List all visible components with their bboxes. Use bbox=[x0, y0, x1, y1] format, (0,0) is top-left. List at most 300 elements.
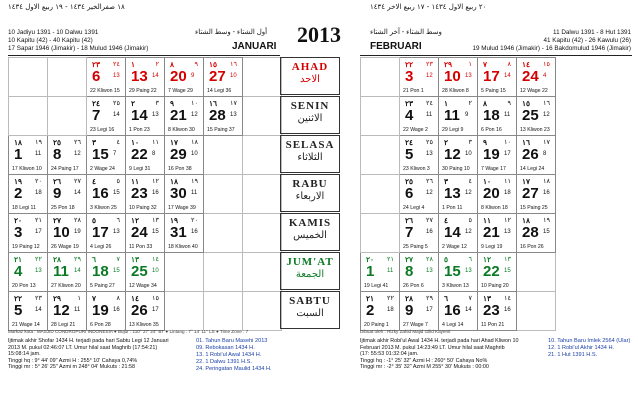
hijri-date: ٢٧ bbox=[405, 255, 414, 264]
hijri-date-alt: ١١ bbox=[152, 139, 159, 146]
hijri-date: ٧ bbox=[92, 294, 97, 303]
gregorian-day-number: 22 bbox=[483, 263, 500, 280]
gregorian-day-number: 9 bbox=[53, 185, 62, 202]
hijri-date: ١٠ bbox=[483, 177, 492, 186]
hijri-date-alt: ٢٨ bbox=[426, 256, 433, 263]
empty-cell bbox=[361, 136, 400, 175]
weekday-arabic: الاثنين bbox=[297, 113, 323, 124]
javanese-date: 8 bbox=[152, 151, 156, 157]
empty-cell bbox=[361, 97, 400, 136]
hijri-date: ١٠ bbox=[131, 138, 140, 147]
feb-day-cell bbox=[400, 175, 439, 214]
pasaran-label: 20 Pon 13 bbox=[12, 283, 36, 289]
feb-day-cell bbox=[400, 97, 439, 136]
gregorian-day-number: 20 bbox=[483, 185, 500, 202]
feb-day-cell bbox=[400, 292, 439, 331]
pasaran-label: 5 Paing 27 bbox=[90, 283, 115, 289]
pasaran-label: 4 Legi 14 bbox=[442, 322, 464, 328]
hijri-date: ١٨ bbox=[522, 216, 531, 225]
empty-cell bbox=[243, 136, 282, 175]
hijri-date-alt: ٩ bbox=[507, 100, 511, 107]
hijri-date: ٢٠ bbox=[14, 216, 23, 225]
hijri-date-alt: ٣ bbox=[468, 139, 472, 146]
gregorian-day-number: 2 bbox=[14, 185, 23, 202]
javanese-date: 13 bbox=[35, 268, 42, 274]
note-line: 12. 1 Robi'ul Akhir 1434 H. bbox=[548, 345, 615, 351]
jan-day-cell bbox=[165, 97, 204, 136]
empty-cell bbox=[243, 292, 282, 331]
gregorian-day-number: 7 bbox=[92, 107, 101, 124]
pasaran-label: 27 Wage 7 bbox=[403, 322, 428, 328]
hijri-date: ٢٣ bbox=[405, 99, 414, 108]
hijri-date-alt: ٢٠ bbox=[191, 217, 198, 224]
jan-day-cell bbox=[48, 214, 87, 253]
empty-cell bbox=[165, 253, 204, 292]
javanese-date: 18 bbox=[35, 190, 42, 196]
jan-ijtimak-info bbox=[8, 338, 193, 371]
gregorian-day-number: 22 bbox=[131, 146, 148, 163]
gregorian-day-number: 11 bbox=[53, 263, 69, 280]
pasaran-label: 19 Paing 12 bbox=[12, 244, 40, 250]
note-line: 24. Peringatan Maulid 1434 H. bbox=[196, 366, 272, 372]
hijri-date: ٩ bbox=[170, 99, 175, 108]
pasaran-label: 20 Paing 1 bbox=[364, 322, 389, 328]
hijri-date-alt: ٢٥ bbox=[113, 100, 120, 107]
february-calendar-grid bbox=[360, 57, 556, 331]
weekday-rabu bbox=[280, 174, 340, 212]
info-line: Tinggi hq : -1° 25' 32" Azmi H : 260° 50' Cahaya No% bbox=[360, 357, 488, 364]
javanese-date: 11 bbox=[387, 268, 394, 274]
gregorian-day-number: 21 bbox=[483, 224, 500, 241]
javanese-date: 17 bbox=[504, 151, 511, 157]
weekday-latin: JUM'AT bbox=[286, 256, 334, 268]
javanese-date: 13 bbox=[426, 151, 433, 157]
jan-day-cell bbox=[126, 58, 165, 97]
jan-location-strip: Markaz kota : MASJID CONDROPURI INDONESIA ● Bujur : 110° 27' 24'' BT ● Lintang : 7° 14' 11'' LS ● Time Zone : 7 bbox=[8, 329, 249, 334]
info-line: Februari 2013 M. pukul 14:23:49 LT. Umur hilal saat Maghrib bbox=[360, 344, 505, 351]
hijri-date-alt: ١٤ bbox=[504, 295, 511, 302]
hijri-date: ٢٢ bbox=[14, 294, 23, 303]
note-line: 01. Tahun Baru Masehi 2013 bbox=[196, 338, 268, 344]
javanese-date: 13 bbox=[426, 268, 433, 274]
pasaran-label: 1 Pon 23 bbox=[129, 127, 150, 133]
weekday-latin: SELASA bbox=[285, 139, 335, 151]
javanese-date: 12 bbox=[426, 73, 433, 79]
hijri-date: ١٣ bbox=[131, 255, 140, 264]
feb-day-cell bbox=[439, 136, 478, 175]
gregorian-day-number: 9 bbox=[405, 302, 414, 319]
hijri-date: ١٦ bbox=[522, 138, 531, 147]
empty-cell bbox=[204, 136, 243, 175]
hijri-date-alt: ١٧ bbox=[543, 139, 550, 146]
jan-week-row bbox=[9, 97, 282, 136]
feb-header-line-3: 19 Mulud 1946 (Jimakir) - 16 Bakdomulud 1946 (Jimakir) bbox=[472, 45, 631, 52]
jan-holiday-notes bbox=[196, 338, 282, 373]
javanese-date: 13 bbox=[113, 229, 120, 235]
javanese-date: 10 bbox=[152, 268, 159, 274]
hijri-date-alt: ٢ bbox=[468, 100, 472, 107]
pasaran-label: 12 Wage 22 bbox=[520, 88, 548, 94]
feb-day-cell bbox=[439, 292, 478, 331]
gregorian-day-number: 5 bbox=[14, 302, 23, 319]
javanese-date: 14 bbox=[152, 73, 159, 79]
jan-day-cell bbox=[48, 175, 87, 214]
feb-day-cell bbox=[517, 136, 556, 175]
weekday-jumat bbox=[280, 252, 340, 290]
javanese-date: 11 bbox=[504, 112, 511, 118]
jan-day-cell bbox=[9, 175, 48, 214]
feb-week-row bbox=[361, 97, 556, 136]
hijri-date-alt: ١٦ bbox=[543, 100, 550, 107]
pasaran-label: 25 Paing 5 bbox=[403, 244, 428, 250]
hijri-date-alt: ١٥ bbox=[152, 295, 159, 302]
hijri-date: ١٢ bbox=[483, 255, 492, 264]
jan-day-cell bbox=[126, 175, 165, 214]
weekday-latin: AHAD bbox=[291, 61, 329, 73]
empty-cell bbox=[517, 253, 556, 292]
weekday-selasa bbox=[280, 135, 340, 173]
pasaran-label: 29 Paing 22 bbox=[129, 88, 157, 94]
hijri-date-alt: ١٣ bbox=[152, 217, 159, 224]
feb-day-cell bbox=[517, 97, 556, 136]
hijri-date-alt: ٢٧ bbox=[426, 217, 433, 224]
hijri-date: ١١ bbox=[131, 177, 140, 186]
feb-day-cell bbox=[439, 97, 478, 136]
gregorian-day-number: 23 bbox=[131, 185, 148, 202]
hijri-date-alt: ١٤ bbox=[152, 256, 159, 263]
feb-week-row bbox=[361, 253, 556, 292]
gregorian-day-number: 8 bbox=[53, 146, 62, 163]
feb-day-cell bbox=[439, 175, 478, 214]
weekday-kamis bbox=[280, 213, 340, 251]
javanese-date: 13 bbox=[465, 73, 472, 79]
jan-day-cell bbox=[48, 253, 87, 292]
jan-day-cell bbox=[87, 58, 126, 97]
javanese-date: 12 bbox=[465, 229, 472, 235]
pasaran-label: 24 Paing 17 bbox=[51, 166, 79, 172]
jan-day-cell bbox=[48, 136, 87, 175]
pasaran-label: 13 Kliwon 35 bbox=[129, 322, 159, 328]
weekday-arabic: الجمعة bbox=[295, 269, 325, 280]
hijri-date: ٢٩ bbox=[53, 294, 62, 303]
jan-day-cell bbox=[87, 175, 126, 214]
javanese-date: 16 bbox=[152, 190, 159, 196]
gregorian-day-number: 19 bbox=[92, 302, 109, 319]
jan-day-cell bbox=[126, 292, 165, 331]
gregorian-day-number: 27 bbox=[522, 185, 539, 202]
gregorian-day-number: 2 bbox=[366, 302, 375, 319]
feb-week-row bbox=[361, 175, 556, 214]
info-line: (17: 55:53 01:32:04 jam. bbox=[360, 351, 419, 358]
feb-month-name: FEBRUARI bbox=[370, 41, 422, 52]
hijri-date-alt: ٢٣ bbox=[426, 61, 433, 68]
pasaran-label: 5 Paing 15 bbox=[481, 88, 506, 94]
javanese-date: 19 bbox=[74, 229, 81, 235]
gregorian-day-number: 12 bbox=[53, 302, 70, 319]
feb-day-cell bbox=[400, 253, 439, 292]
gregorian-day-number: 14 bbox=[131, 107, 148, 124]
feb-week-row bbox=[361, 136, 556, 175]
hijri-date-alt: ٢٠ bbox=[35, 178, 42, 185]
pasaran-label: 3 Kliwon 13 bbox=[442, 283, 469, 289]
javanese-date: 18 bbox=[387, 307, 394, 313]
pasaran-label: 8 Kliwon 30 bbox=[168, 127, 195, 133]
feb-day-cell bbox=[478, 292, 517, 331]
feb-header-line-1: 11 Dalwu 1391 - 8 Hut 1391 bbox=[553, 29, 631, 36]
gregorian-day-number: 6 bbox=[405, 185, 414, 202]
jan-divider bbox=[8, 55, 280, 56]
feb-day-cell bbox=[478, 97, 517, 136]
javanese-date: 12 bbox=[74, 151, 81, 157]
weekday-latin: SABTU bbox=[289, 295, 331, 307]
pasaran-label: 24 Legi 4 bbox=[403, 205, 425, 211]
feb-day-cell bbox=[400, 58, 439, 97]
jan-day-cell bbox=[204, 97, 243, 136]
hijri-date-alt: ١٢ bbox=[504, 217, 511, 224]
pasaran-label: 28 Legi 21 bbox=[51, 322, 76, 328]
gregorian-day-number: 18 bbox=[92, 263, 109, 280]
hijri-date-alt: ٢٦ bbox=[74, 139, 81, 146]
note-line: 21. 1 Hut 1391 H.S. bbox=[548, 352, 598, 358]
pasaran-label: 29 Legi 9 bbox=[442, 127, 464, 133]
hijri-date-alt: ١٩ bbox=[191, 178, 198, 185]
feb-day-cell bbox=[478, 58, 517, 97]
hijri-date: ٢٤ bbox=[405, 138, 414, 147]
hijri-date: ١ bbox=[131, 60, 136, 69]
gregorian-day-number: 23 bbox=[483, 302, 500, 319]
jan-day-cell bbox=[126, 214, 165, 253]
gregorian-day-number: 30 bbox=[170, 185, 187, 202]
jan-header-line-2: 10 Kapitu (42) - 40 Kapitu (42) bbox=[8, 37, 93, 44]
pasaran-label: 28 Kliwon 8 bbox=[442, 88, 469, 94]
jan-day-cell bbox=[9, 253, 48, 292]
jan-week-row bbox=[9, 136, 282, 175]
gregorian-day-number: 8 bbox=[405, 263, 414, 280]
hijri-date: ٢٨ bbox=[405, 294, 414, 303]
javanese-date: 16 bbox=[191, 229, 198, 235]
hijri-date: ٣ bbox=[444, 177, 449, 186]
javanese-date: 14 bbox=[74, 190, 81, 196]
empty-cell bbox=[517, 292, 556, 331]
feb-season-arabic: وسط الشتاء - آخر الشتاء bbox=[370, 29, 442, 36]
jan-day-cell bbox=[165, 175, 204, 214]
javanese-date: 10 bbox=[465, 151, 472, 157]
pasaran-label: 15 Paing 25 bbox=[520, 205, 548, 211]
hijri-date: ١٨ bbox=[14, 138, 23, 147]
note-line: 13. 1 Robi'ul Awal 1434 H. bbox=[196, 352, 262, 358]
javanese-date: 12 bbox=[465, 190, 472, 196]
javanese-date: 14 bbox=[113, 112, 120, 118]
hijri-date-alt: ٤ bbox=[468, 178, 472, 185]
empty-cell bbox=[243, 97, 282, 136]
jan-week-row bbox=[9, 58, 282, 97]
empty-cell bbox=[204, 175, 243, 214]
jan-day-cell bbox=[9, 136, 48, 175]
pasaran-label: 27 Kliwon 20 bbox=[51, 283, 81, 289]
hijri-date-alt: ٢٣ bbox=[35, 295, 42, 302]
hijri-date: ١٩ bbox=[14, 177, 23, 186]
feb-day-cell bbox=[400, 136, 439, 175]
javanese-date: 17 bbox=[35, 229, 42, 235]
jan-week-row bbox=[9, 175, 282, 214]
hijri-date: ١ bbox=[444, 99, 449, 108]
hijri-date-alt: ٦ bbox=[116, 217, 120, 224]
hijri-date-alt: ٣ bbox=[155, 100, 159, 107]
feb-day-cell bbox=[439, 253, 478, 292]
jan-day-cell bbox=[87, 253, 126, 292]
javanese-date: 12 bbox=[426, 190, 433, 196]
hijri-date-alt: ٢٦ bbox=[426, 178, 433, 185]
hijri-date-alt: ٢٥ bbox=[426, 139, 433, 146]
hijri-date: ١٢ bbox=[131, 216, 140, 225]
pasaran-label: 17 Wage 39 bbox=[168, 205, 196, 211]
hijri-date: ١٤ bbox=[131, 294, 140, 303]
hijri-date: ١٨ bbox=[170, 177, 179, 186]
hijri-date-alt: ١٢ bbox=[152, 178, 159, 185]
feb-day-cell bbox=[517, 175, 556, 214]
weekday-latin: KAMIS bbox=[288, 217, 332, 229]
gregorian-day-number: 24 bbox=[131, 224, 148, 241]
weekday-ahad bbox=[280, 57, 340, 95]
pasaran-label: 10 Paing 32 bbox=[129, 205, 157, 211]
empty-cell bbox=[361, 58, 400, 97]
hijri-date-alt: ٢١ bbox=[387, 256, 394, 263]
pasaran-label: 9 Legi 31 bbox=[129, 166, 151, 172]
feb-day-cell bbox=[517, 58, 556, 97]
feb-day-cell bbox=[478, 214, 517, 253]
jan-day-cell bbox=[87, 136, 126, 175]
pasaran-label: 21 Pon 1 bbox=[403, 88, 424, 94]
empty-cell bbox=[243, 58, 282, 97]
javanese-date: 17 bbox=[152, 307, 159, 313]
jan-header-line-1: 10 Jadiyu 1391 - 10 Dalwu 1391 bbox=[8, 29, 99, 36]
jan-day-cell bbox=[126, 253, 165, 292]
weekday-latin: SENIN bbox=[290, 100, 330, 112]
javanese-date: 11 bbox=[35, 151, 42, 157]
pasaran-label: 12 Wage 34 bbox=[129, 283, 157, 289]
empty-cell bbox=[204, 253, 243, 292]
javanese-date: 16 bbox=[504, 307, 511, 313]
hijri-date-alt: ٢١ bbox=[35, 217, 42, 224]
empty-cell bbox=[165, 292, 204, 331]
pasaran-label: 14 Legi 24 bbox=[520, 166, 545, 172]
pasaran-label: 17 Kliwon 10 bbox=[12, 166, 42, 172]
javanese-date: 7 bbox=[113, 151, 117, 157]
hijri-date: ٦ bbox=[444, 294, 449, 303]
gregorian-day-number: 16 bbox=[92, 185, 109, 202]
pasaran-label: 25 Pon 18 bbox=[51, 205, 75, 211]
hijri-date-alt: ١٧ bbox=[230, 100, 237, 107]
gregorian-day-number: 21 bbox=[170, 107, 187, 124]
gregorian-day-number: 17 bbox=[92, 224, 109, 241]
jan-day-cell bbox=[87, 214, 126, 253]
gregorian-day-number: 12 bbox=[444, 146, 461, 163]
hijri-date-alt: ٩ bbox=[194, 61, 198, 68]
pasaran-label: 19 Legi 41 bbox=[364, 283, 389, 289]
pasaran-label: 26 Wage 19 bbox=[51, 244, 79, 250]
jan-header-line-3: 17 Sapar 1946 (Jimakir) - 18 Mulud 1946 (Jimakir) bbox=[8, 45, 149, 52]
hijri-date-alt: ١١ bbox=[504, 178, 511, 185]
gregorian-day-number: 11 bbox=[444, 107, 460, 124]
pasaran-label: 18 Legi 11 bbox=[12, 205, 36, 211]
gregorian-day-number: 6 bbox=[92, 68, 101, 85]
pasaran-label: 22 Wage 2 bbox=[403, 127, 428, 133]
javanese-date: 15 bbox=[504, 268, 511, 274]
pasaran-label: 6 Pon 16 bbox=[481, 127, 502, 133]
note-line: 09. Rebokasan 1434 H. bbox=[196, 345, 255, 351]
javanese-date: 17 bbox=[426, 307, 433, 313]
pasaran-label: 9 Legi 19 bbox=[481, 244, 503, 250]
gregorian-day-number: 10 bbox=[53, 224, 70, 241]
hijri-date-alt: ٤ bbox=[116, 139, 120, 146]
pasaran-label: 23 Kliwon 3 bbox=[403, 166, 430, 172]
weekday-arabic: الثلاثاء bbox=[297, 152, 323, 163]
hijri-date-alt: ٥ bbox=[468, 217, 472, 224]
hijri-date: ٢ bbox=[444, 138, 449, 147]
feb-hijri-range: ٢٠ ربيع الاول ١٤٣٤ - ١٧ ربيع الاخر ١٤٣٤ bbox=[370, 3, 487, 11]
gregorian-day-number: 14 bbox=[444, 224, 461, 241]
javanese-date: 15 bbox=[152, 229, 159, 235]
feb-day-cell bbox=[478, 136, 517, 175]
feb-week-row bbox=[361, 58, 556, 97]
empty-cell bbox=[48, 97, 87, 136]
jan-week-row bbox=[9, 253, 282, 292]
hijri-date: ١٧ bbox=[522, 177, 531, 186]
weekday-senin bbox=[280, 96, 340, 134]
hijri-date-alt: ٢٩ bbox=[74, 256, 81, 263]
pasaran-label: 30 Paing 10 bbox=[442, 166, 470, 172]
hijri-date: ١٥ bbox=[209, 60, 218, 69]
pasaran-label: 16 Pon 26 bbox=[520, 244, 544, 250]
hijri-date-alt: ١ bbox=[77, 295, 81, 302]
hijri-date-alt: ٢٤ bbox=[113, 61, 120, 68]
feb-day-cell bbox=[439, 58, 478, 97]
hijri-date-alt: ٥ bbox=[116, 178, 120, 185]
hijri-date-alt: ١٦ bbox=[230, 61, 237, 68]
jan-day-cell bbox=[126, 136, 165, 175]
feb-week-row bbox=[361, 292, 556, 331]
javanese-date: 12 bbox=[543, 112, 550, 118]
hijri-date-alt: ٢٤ bbox=[426, 100, 433, 107]
hijri-date-alt: ١٣ bbox=[504, 256, 511, 263]
gregorian-day-number: 31 bbox=[170, 224, 187, 241]
javanese-date: 11 bbox=[426, 112, 433, 118]
hijri-date: ١٦ bbox=[209, 99, 218, 108]
hijri-date: ١٧ bbox=[170, 138, 179, 147]
gregorian-day-number: 15 bbox=[444, 263, 461, 280]
pasaran-label: 1 Pon 11 bbox=[442, 205, 463, 211]
hijri-date: ٢٤ bbox=[92, 99, 101, 108]
feb-credit-strip: Dibuat oleh : Rizky Zahid Majid Gilid Kayenti bbox=[360, 329, 451, 334]
javanese-date: 11 bbox=[191, 190, 198, 196]
pasaran-label: 16 Pon 38 bbox=[168, 166, 192, 172]
gregorian-day-number: 26 bbox=[131, 302, 148, 319]
gregorian-day-number: 19 bbox=[483, 146, 500, 163]
hijri-date-alt: ٦ bbox=[468, 256, 472, 263]
pasaran-label: 26 Pon 6 bbox=[403, 283, 424, 289]
feb-day-cell bbox=[517, 214, 556, 253]
gregorian-day-number: 4 bbox=[405, 107, 414, 124]
gregorian-day-number: 5 bbox=[405, 146, 414, 163]
hijri-date-alt: ٢٨ bbox=[74, 217, 81, 224]
year-title: 2013 bbox=[297, 22, 341, 47]
javanese-date: 9 bbox=[191, 73, 195, 79]
pasaran-label: 11 Pon 33 bbox=[129, 244, 153, 250]
gregorian-day-number: 25 bbox=[131, 263, 148, 280]
feb-holiday-notes bbox=[548, 338, 634, 359]
feb-ijtimak-info bbox=[360, 338, 545, 371]
hijri-date: ٢١ bbox=[366, 294, 375, 303]
